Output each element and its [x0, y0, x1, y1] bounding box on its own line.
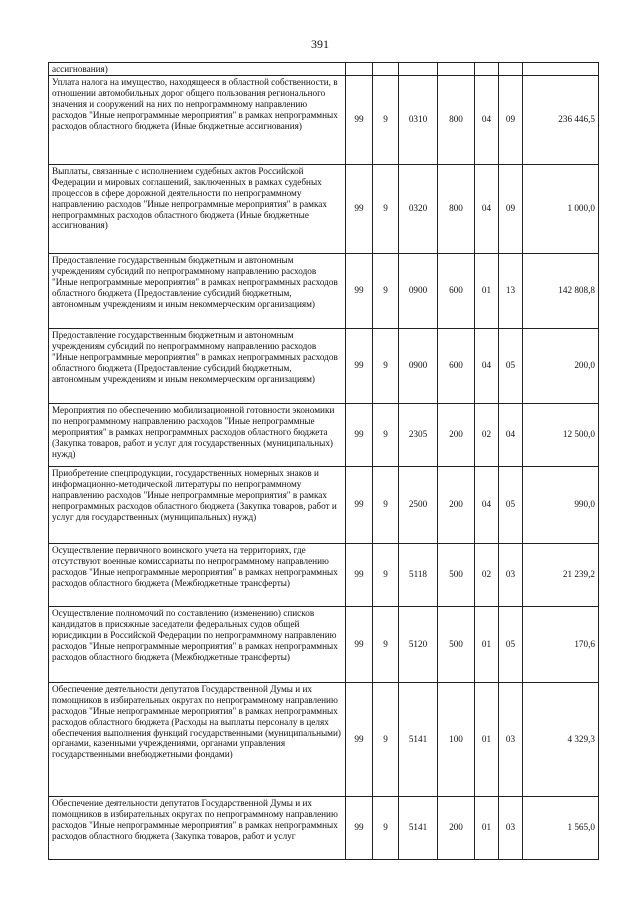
- row-subprogram-code: 9: [373, 328, 399, 403]
- row-direction-code: 0900: [399, 328, 438, 403]
- row-description: Осуществление первичного воинского учета на территориях, где отсутствуют военные комиссариаты по непрограммному направлению расходов "Иные непрограммные мероприятия" в рамках непрограммных расходов областного бюджета (Межбюджетные трансферты): [49, 543, 346, 606]
- row-description: Приобретение спецпродукции, государственных номерных знаков и информационно-методической литературы по непрограммному направлению расходов "Иные непрограммные мероприятия" в рамках непрограммных расходов областного бюджета (Закупка товаров, работ и услуг для государственных (муниципальных) нужд): [49, 466, 346, 543]
- row-direction-code: 5141: [399, 796, 438, 859]
- row-description: Мероприятия по обеспечению мобилизационной готовности экономики по непрограммному направлению расходов "Иные непрограммные мероприятия" в рамках непрограммных расходов областного бюджета (Закупка товаров, работ и услуг для государственных (муниципальных) нужд): [49, 403, 346, 466]
- row-program-code: 99: [346, 796, 373, 859]
- row-program-code: [346, 63, 373, 76]
- row-subsection: 09: [499, 75, 523, 164]
- row-subprogram-code: 9: [373, 75, 399, 164]
- table-row: [49, 328, 599, 403]
- row-subprogram-code: 9: [373, 253, 399, 328]
- row-expense-type: 200: [438, 796, 475, 859]
- row-expense-type: 500: [438, 543, 475, 606]
- table-row: [49, 75, 599, 164]
- row-program-code: 99: [346, 543, 373, 606]
- table-row: [49, 164, 599, 253]
- row-subsection: 05: [499, 466, 523, 543]
- row-expense-type: 600: [438, 328, 475, 403]
- row-amount: 170,6: [523, 606, 599, 682]
- row-section: 01: [475, 606, 499, 682]
- row-direction-code: 0320: [399, 164, 438, 253]
- row-expense-type: 200: [438, 466, 475, 543]
- row-direction-code: [399, 63, 438, 76]
- row-amount: 4 329,3: [523, 682, 599, 796]
- row-section: 04: [475, 164, 499, 253]
- row-expense-type: 800: [438, 75, 475, 164]
- row-amount: 142 808,8: [523, 253, 599, 328]
- row-section: 04: [475, 328, 499, 403]
- row-amount: 12 500,0: [523, 403, 599, 466]
- row-program-code: 99: [346, 253, 373, 328]
- table-row: [49, 63, 599, 76]
- table-row: [49, 543, 599, 606]
- row-description: Предоставление государственным бюджетным и автономным учреждениям субсидий по непрограммному направлению расходов "Иные непрограммные мероприятия" в рамках непрограммных расходов областного бюджета (Предоставление субсидий бюджетным, автономным учреждениям и иным некоммерческим организациям): [49, 328, 346, 403]
- page-number: 391: [311, 37, 329, 51]
- row-program-code: 99: [346, 164, 373, 253]
- table-body: [49, 63, 599, 860]
- row-subsection: 05: [499, 328, 523, 403]
- row-description: ассигнования): [49, 63, 346, 76]
- row-subsection: 09: [499, 164, 523, 253]
- row-subprogram-code: 9: [373, 682, 399, 796]
- row-direction-code: 5141: [399, 682, 438, 796]
- table-row: [49, 796, 599, 859]
- row-subprogram-code: 9: [373, 403, 399, 466]
- row-expense-type: 500: [438, 606, 475, 682]
- row-subsection: 03: [499, 682, 523, 796]
- row-direction-code: 5118: [399, 543, 438, 606]
- row-section: 04: [475, 75, 499, 164]
- table-row: [49, 253, 599, 328]
- row-subsection: [499, 63, 523, 76]
- row-program-code: 99: [346, 75, 373, 164]
- row-section: 02: [475, 403, 499, 466]
- row-amount: 21 239,2: [523, 543, 599, 606]
- row-amount: 1 565,0: [523, 796, 599, 859]
- row-direction-code: 0900: [399, 253, 438, 328]
- row-section: 02: [475, 543, 499, 606]
- row-subsection: 13: [499, 253, 523, 328]
- row-description: Уплата налога на имущество, находящееся в областной собственности, в отношении автомобильных дорог общего пользования регионального значения и сооружений на них по непрограммному направлению расходов "Иные непрограммные мероприятия" в рамках непрограммных расходов областного бюджета (Иные бюджетные ассигнования): [49, 75, 346, 164]
- row-amount: 236 446,5: [523, 75, 599, 164]
- row-subprogram-code: 9: [373, 164, 399, 253]
- table-row: [49, 606, 599, 682]
- row-expense-type: 800: [438, 164, 475, 253]
- row-subprogram-code: [373, 63, 399, 76]
- row-program-code: 99: [346, 682, 373, 796]
- row-amount: 1 000,0: [523, 164, 599, 253]
- row-description: Обеспечение деятельности депутатов Государственной Думы и их помощников в избирательных округах по непрограммному направлению расходов "Иные непрограммные мероприятия" в рамках непрограммных расходов областного бюджета (Расходы на выплаты персоналу в целях обеспечения выполнения функций государственными (муниципальными) органами, казенными учреждениями, органами управления государственными внебюджетными фондами): [49, 682, 346, 796]
- row-description: Выплаты, связанные с исполнением судебных актов Российской Федерации и мировых соглашений, заключенных в рамках судебных процессов в сфере дорожной деятельности по непрограммному направлению расходов "Иные непрограммные мероприятия" в рамках непрограммных расходов областного бюджета (Иные бюджетные ассигнования): [49, 164, 346, 253]
- row-subprogram-code: 9: [373, 543, 399, 606]
- row-subsection: 05: [499, 606, 523, 682]
- row-direction-code: 2500: [399, 466, 438, 543]
- row-direction-code: 5120: [399, 606, 438, 682]
- row-section: 01: [475, 253, 499, 328]
- row-expense-type: 100: [438, 682, 475, 796]
- row-subsection: 03: [499, 796, 523, 859]
- row-subsection: 03: [499, 543, 523, 606]
- row-description: Предоставление государственным бюджетным и автономным учреждениям субсидий по непрограммному направлению расходов "Иные непрограммные мероприятия" в рамках непрограммных расходов областного бюджета (Предоставление субсидий бюджетным, автономным учреждениям и иным некоммерческим организациям): [49, 253, 346, 328]
- row-expense-type: 600: [438, 253, 475, 328]
- row-subprogram-code: 9: [373, 466, 399, 543]
- table-row: [49, 682, 599, 796]
- table-row: [49, 466, 599, 543]
- row-description: Осуществление полномочий по составлению (изменению) списков кандидатов в присяжные заседатели федеральных судов общей юрисдикции в Российской Федерации по непрограммному направлению расходов "Иные непрограммные мероприятия" в рамках непрограммных расходов областного бюджета (Межбюджетные трансферты): [49, 606, 346, 682]
- row-amount: 200,0: [523, 328, 599, 403]
- row-expense-type: 200: [438, 403, 475, 466]
- row-section: 04: [475, 466, 499, 543]
- row-section: [475, 63, 499, 76]
- row-description: Обеспечение деятельности депутатов Государственной Думы и их помощников в избирательных округах по непрограммному направлению расходов "Иные непрограммные мероприятия" в рамках непрограммных расходов областного бюджета (Закупка товаров, работ и услуг: [49, 796, 346, 859]
- row-section: 01: [475, 796, 499, 859]
- row-subprogram-code: 9: [373, 606, 399, 682]
- table-row: [49, 403, 599, 466]
- row-direction-code: 2305: [399, 403, 438, 466]
- row-program-code: 99: [346, 606, 373, 682]
- row-program-code: 99: [346, 403, 373, 466]
- row-direction-code: 0310: [399, 75, 438, 164]
- row-subsection: 04: [499, 403, 523, 466]
- row-expense-type: [438, 63, 475, 76]
- row-program-code: 99: [346, 466, 373, 543]
- budget-table: [48, 62, 599, 860]
- row-amount: 990,0: [523, 466, 599, 543]
- row-amount: [523, 63, 599, 76]
- row-subprogram-code: 9: [373, 796, 399, 859]
- row-program-code: 99: [346, 328, 373, 403]
- row-section: 01: [475, 682, 499, 796]
